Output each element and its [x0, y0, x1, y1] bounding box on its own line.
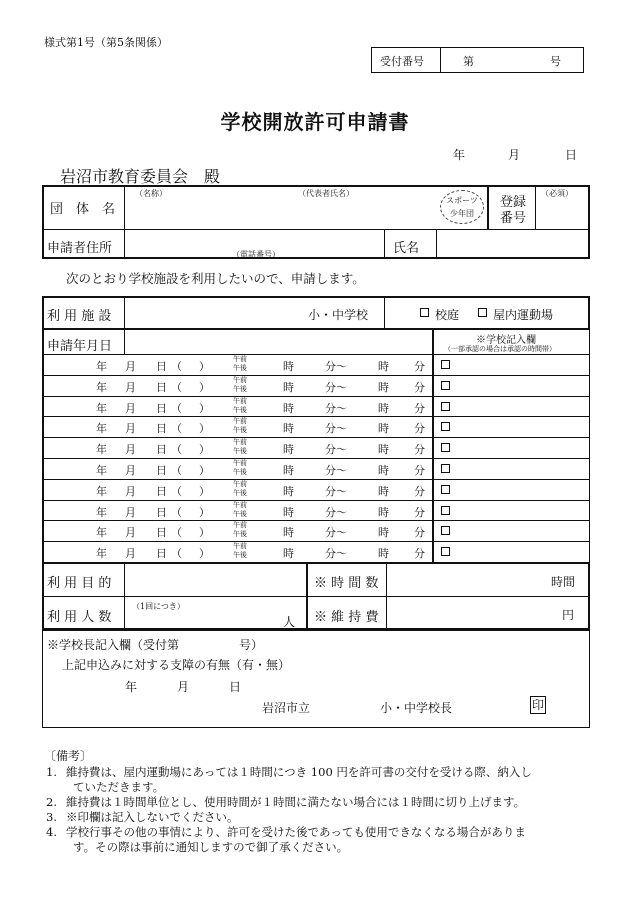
date-row-minute1: 分〜 [325, 547, 347, 561]
date-row-month: 月 [125, 380, 136, 394]
remark-line: 学校行事その他の事情により、許可を受けた後であっても使用できなくなる場合がありま [66, 825, 526, 839]
date-row [0, 396, 630, 417]
date-day: 日 [565, 148, 578, 162]
date-row-paren-open: （ [171, 360, 182, 373]
date-row [0, 437, 630, 458]
approval-checkbox[interactable] [441, 547, 450, 556]
date-row-day: 日 [156, 526, 167, 540]
date-row-am: 午前 [233, 438, 247, 447]
hours-label: ※ 時 間 数 [314, 576, 379, 591]
date-row [0, 354, 630, 375]
principal-year: 年 [125, 680, 138, 694]
date-row-year: 年 [96, 380, 107, 394]
date-row-hour1: 時 [283, 443, 294, 457]
date-row-day: 日 [156, 422, 167, 436]
schoolyard-checkbox[interactable] [420, 308, 429, 317]
approval-checkbox[interactable] [441, 402, 450, 411]
date-row-pm: 午後 [233, 447, 247, 456]
date-row-year: 年 [96, 401, 107, 415]
addressee: 岩沼市教育委員会 殿 [60, 167, 221, 186]
date-row-pm: 午後 [233, 405, 247, 414]
date-row-pm: 午後 [233, 426, 247, 435]
date-row-am: 午前 [233, 521, 247, 530]
sports-group-badge [440, 190, 484, 224]
date-row-month: 月 [125, 464, 136, 477]
date-row-am: 午前 [233, 459, 247, 467]
gym-checkbox[interactable] [478, 308, 487, 317]
date-row-day: 日 [156, 547, 167, 561]
principal-day: 日 [229, 680, 242, 694]
date-row-day: 日 [156, 360, 167, 373]
date-row-paren-open: （ [171, 464, 182, 477]
facility-opt1: 校庭 [435, 308, 460, 322]
remark-line: 維持費は１時間単位とし、使用時間が１時間に満たない場合には１時間に切り上げます。 [66, 795, 526, 809]
date-row-minute1: 分〜 [325, 443, 347, 457]
date-row-am: 午前 [233, 542, 247, 551]
date-row-year: 年 [96, 547, 107, 561]
remark-number: 3. [46, 810, 57, 824]
approval-checkbox[interactable] [441, 381, 450, 390]
date-row-month: 月 [125, 505, 136, 519]
date-row-paren-close: ） [199, 464, 210, 477]
date-row [0, 416, 630, 437]
date-row-pm: 午後 [233, 530, 247, 539]
date-row-month: 月 [125, 422, 136, 436]
group-name-note: （名称） [135, 189, 167, 198]
date-row-paren-open: （ [171, 443, 182, 457]
date-row-hour1: 時 [283, 526, 294, 540]
fee-label: ※ 維 持 費 [314, 610, 379, 625]
date-row-minute2: 分 [414, 464, 425, 477]
date-row-month: 月 [125, 401, 136, 415]
date-row-hour1: 時 [283, 360, 294, 373]
date-row-paren-close: ） [199, 505, 210, 519]
date-row-paren-open: （ [171, 505, 182, 519]
date-row-minute1: 分〜 [325, 380, 347, 394]
date-row-year: 年 [96, 484, 107, 498]
date-month: 月 [508, 148, 521, 162]
date-row-year: 年 [96, 526, 107, 540]
date-row-pm: 午後 [233, 468, 247, 476]
date-row-minute2: 分 [414, 380, 425, 394]
date-row-hour1: 時 [283, 380, 294, 394]
date-year: 年 [453, 148, 466, 162]
date-row-hour1: 時 [283, 547, 294, 561]
required-note: （必須） [541, 189, 573, 198]
date-row-am: 午前 [233, 500, 247, 509]
facility-opt2: 屋内運動場 [493, 308, 554, 322]
date-row-minute2: 分 [414, 401, 425, 415]
date-row-paren-close: ） [199, 547, 210, 561]
date-row-minute1: 分〜 [325, 505, 347, 519]
reception-dai: 第 [463, 55, 474, 68]
date-row-hour2: 時 [378, 443, 389, 457]
date-row-month: 月 [125, 360, 136, 373]
facility-school: 小・中学校 [308, 308, 369, 322]
date-row-paren-close: ） [199, 443, 210, 457]
date-row-am: 午前 [233, 479, 247, 488]
applicant-address-label: 申請者住所 [47, 241, 113, 256]
date-row-paren-close: ） [199, 484, 210, 498]
group-rep-note: （代表者氏名） [298, 189, 354, 198]
principal-month: 月 [177, 680, 190, 694]
principal-statement: 上記申込みに対する支障の有無（有・無） [62, 658, 291, 672]
date-row-pm: 午後 [233, 488, 247, 497]
date-row-pm: 午後 [233, 364, 247, 372]
date-row-month: 月 [125, 484, 136, 498]
date-row-hour1: 時 [283, 422, 294, 436]
purpose-label: 利 用 目 的 [47, 576, 112, 591]
date-row-am: 午前 [233, 355, 247, 363]
date-row-month: 月 [125, 443, 136, 457]
approval-checkbox[interactable] [441, 506, 450, 515]
date-row [0, 541, 630, 562]
date-row-day: 日 [156, 380, 167, 394]
date-row-paren-close: ） [199, 526, 210, 540]
fee-unit: 円 [562, 608, 575, 622]
date-row-minute1: 分〜 [325, 484, 347, 498]
date-row-paren-open: （ [171, 401, 182, 415]
date-row-minute2: 分 [414, 547, 425, 561]
date-row-hour1: 時 [283, 464, 294, 477]
date-row-day: 日 [156, 505, 167, 519]
remarks-heading: 〔備考〕 [44, 749, 93, 763]
reception-label: 受付番号 [380, 55, 424, 68]
school-subnote: （一部承認の場合は承認の時間帯） [444, 345, 556, 353]
date-row-hour1: 時 [283, 401, 294, 415]
applicant-name-label: 氏名 [393, 241, 420, 256]
date-row-hour2: 時 [378, 526, 389, 540]
date-row-paren-open: （ [171, 547, 182, 561]
people-per-note: （1回につき） [132, 602, 185, 611]
date-row-hour2: 時 [378, 484, 389, 498]
date-row-hour1: 時 [283, 505, 294, 519]
date-row-day: 日 [156, 464, 167, 477]
remark-number: 1. [46, 765, 57, 779]
date-row-month: 月 [125, 526, 136, 540]
people-label: 利 用 人 数 [47, 610, 112, 625]
school-note: ※学校記入欄 [476, 335, 536, 346]
date-row-paren-open: （ [171, 484, 182, 498]
form-id: 様式第1号（第5条関係） [44, 36, 168, 49]
remark-number: 4. [46, 825, 57, 839]
remark-number: 2. [46, 795, 57, 809]
date-row [0, 458, 630, 479]
date-row-year: 年 [96, 360, 107, 373]
date-row-minute2: 分 [414, 422, 425, 436]
apply-date-label: 申請年月日 [47, 339, 113, 354]
date-row-minute2: 分 [414, 484, 425, 498]
remark-line: 維持費は、屋内運動場にあっては１時間につき 100 円を許可書の交付を受ける際、納入し [66, 765, 532, 779]
date-row [0, 500, 630, 521]
registration-label-2: 番号 [500, 211, 527, 226]
group-label: 団 体 名 [50, 202, 116, 217]
phone-note: （電話番号） [232, 250, 280, 259]
badge-line1: スポーツ [446, 196, 478, 205]
date-row-minute1: 分〜 [325, 464, 347, 477]
date-row-paren-close: ） [199, 401, 210, 415]
date-row-year: 年 [96, 422, 107, 436]
date-row-hour1: 時 [283, 484, 294, 498]
date-row-am: 午前 [233, 375, 247, 384]
approval-checkbox[interactable] [441, 526, 450, 535]
approval-checkbox[interactable] [441, 485, 450, 494]
approval-checkbox[interactable] [441, 422, 450, 431]
date-row-year: 年 [96, 464, 107, 477]
registration-label-1: 登録 [500, 195, 527, 210]
date-row-paren-close: ） [199, 380, 210, 394]
date-row-minute2: 分 [414, 505, 425, 519]
date-row-minute2: 分 [414, 360, 425, 373]
date-row-hour2: 時 [378, 422, 389, 436]
approval-checkbox[interactable] [441, 360, 450, 369]
remark-line: ※印欄は記入しないでください。 [66, 810, 239, 824]
facility-label: 利 用 施 設 [47, 309, 112, 324]
date-row [0, 520, 630, 541]
date-row [0, 479, 630, 500]
date-row-minute2: 分 [414, 526, 425, 540]
date-row-paren-open: （ [171, 380, 182, 394]
date-row-am: 午前 [233, 417, 247, 426]
date-row-paren-open: （ [171, 422, 182, 436]
approval-checkbox[interactable] [441, 464, 450, 473]
page-title: 学校開放許可申請書 [220, 110, 410, 134]
date-row-year: 年 [96, 505, 107, 519]
date-row-hour2: 時 [378, 380, 389, 394]
date-row-day: 日 [156, 484, 167, 498]
date-row-am: 午前 [233, 396, 247, 405]
date-row-minute2: 分 [414, 443, 425, 457]
remark-line: ていただきます。 [73, 780, 165, 794]
date-row-pm: 午後 [233, 384, 247, 393]
seal-box: 印 [531, 698, 544, 712]
date-row-hour2: 時 [378, 360, 389, 373]
date-row-paren-close: ） [199, 422, 210, 436]
approval-checkbox[interactable] [441, 443, 450, 452]
date-row-minute1: 分〜 [325, 526, 347, 540]
date-row-hour2: 時 [378, 464, 389, 477]
date-row-hour2: 時 [378, 401, 389, 415]
date-row-minute1: 分〜 [325, 360, 347, 373]
principal-title: 小・中学校長 [380, 701, 453, 715]
date-row [0, 375, 630, 396]
date-row-year: 年 [96, 443, 107, 457]
reception-go: 号 [550, 55, 561, 68]
badge-line2: 少年団 [450, 209, 474, 218]
date-row-minute1: 分〜 [325, 401, 347, 415]
date-row-hour2: 時 [378, 505, 389, 519]
date-row-hour2: 時 [378, 547, 389, 561]
remark-line: す。その際は事前に通知しますので御了承ください。 [73, 840, 349, 854]
principal-city: 岩沼市立 [262, 701, 311, 715]
date-row-day: 日 [156, 443, 167, 457]
date-row-pm: 午後 [233, 551, 247, 560]
date-row-minute1: 分〜 [325, 422, 347, 436]
principal-header: ※学校長記入欄（受付第 号） [47, 638, 264, 652]
date-row-month: 月 [125, 547, 136, 561]
date-row-day: 日 [156, 401, 167, 415]
people-unit: 人 [283, 615, 296, 629]
date-row-pm: 午後 [233, 509, 247, 518]
intro-text: 次のとおり学校施設を利用したいので、申請します。 [66, 271, 365, 286]
date-row-paren-open: （ [171, 526, 182, 540]
date-row-paren-close: ） [199, 360, 210, 373]
hours-unit: 時間 [551, 575, 576, 589]
